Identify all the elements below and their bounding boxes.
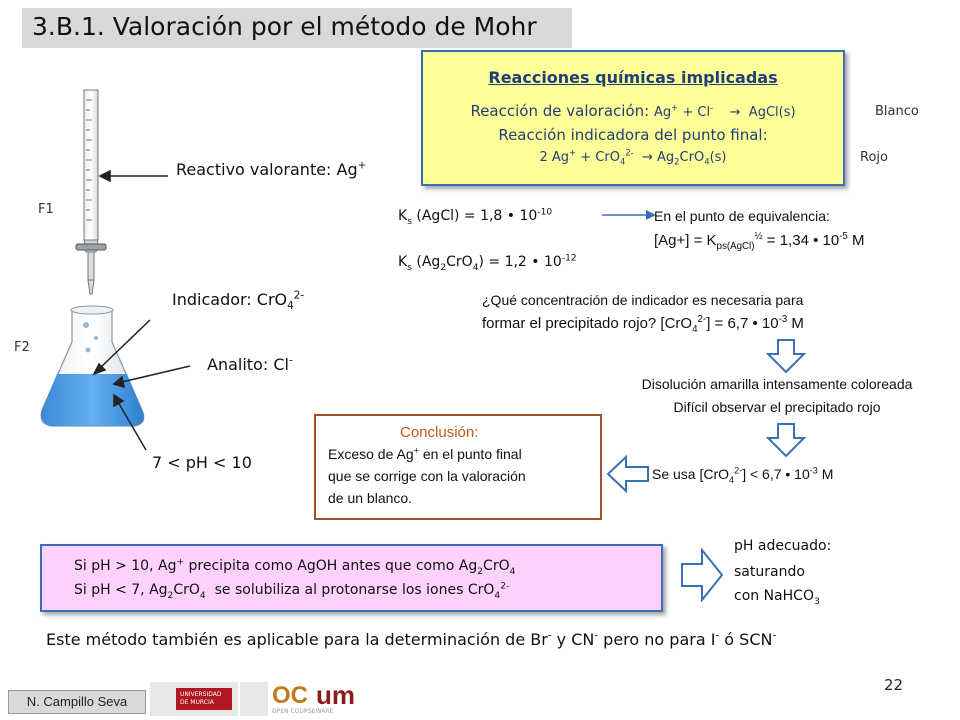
- university-logo-text: UNIVERSIDAD DE MURCIA: [180, 691, 222, 706]
- ph-line1: Si pH > 10, Ag+ precipita como AgOH antes que como $Ag_2CrO_4$: [74, 557, 516, 577]
- reactivo-valorante-label: Reactivo valorante: Ag+: [176, 159, 367, 179]
- reactions-box: [421, 50, 845, 186]
- indicadora-equation: 2 $Ag^+ + CrO_4^{2-} \to Ag_2CrO_4(s)$: [539, 147, 727, 167]
- disolucion-line1: Disolución amarilla intensamente coloreada: [641, 376, 913, 392]
- page-title: 3.B.1. Valoración por el método de Mohr: [32, 12, 537, 41]
- ph-adecuado-line2: saturando: [734, 564, 805, 580]
- valoracion-line: [423, 102, 843, 120]
- conclusion-line1: Exceso de Ag+ en el punto final: [328, 445, 522, 462]
- f2-label: F2: [14, 340, 30, 355]
- valoracion-equation: Ag+ + Cl- → AgCl(s): [653, 102, 796, 120]
- conclusion-heading: Conclusión:: [400, 424, 479, 441]
- author-label: N. Campillo Seva: [8, 690, 146, 714]
- left-arrow: [606, 455, 650, 493]
- indicadora-label: Reacción indicadora del punto final:: [498, 126, 768, 144]
- equivalence-line2: $[Ag+] = K_{ps(AgCl)}^{\frac{1}{2}} = 1,34$ • $10^{-5}$ M: [654, 231, 865, 252]
- rojo-label: Rojo: [860, 150, 888, 165]
- bottom-note: Este método también es aplicable para la determinación de Br- y CN- pero no para I- ó SCN-: [46, 629, 777, 649]
- disolucion-line2: Difícil observar el precipitado rojo: [673, 399, 881, 415]
- ks-ag2cro4: $K_s$ $(Ag_2CrO_4) = 1,2$ • $10^{-12}$: [398, 253, 577, 273]
- analito-label: Analito: Cl-: [207, 354, 293, 374]
- ph-adecuado-line3: con NaHCO$_3$: [734, 588, 820, 607]
- ph-line2: Si pH < 7, $Ag_2CrO_4$ se solubiliza al protonarse los iones CrO$_4^{2-}$: [74, 581, 510, 601]
- reactions-heading: Reacciones químicas implicadas: [488, 68, 778, 87]
- blanco-label: Blanco: [875, 104, 919, 119]
- um-logo: um: [316, 680, 355, 710]
- page-number: 22: [884, 676, 904, 694]
- burette: [76, 90, 106, 294]
- down-arrow-2: [766, 422, 806, 458]
- pregunta-line2: formar el precipitado rojo? [CrO$_4^{2-}$] = 6,7 • $10^{-3}$ M: [482, 314, 804, 335]
- down-arrow-1: [766, 338, 806, 374]
- arrow-to-equivalence: [600, 205, 660, 225]
- pregunta-line1: ¿Qué concentración de indicador es necesaria para: [482, 292, 804, 308]
- ph-range-label: 7 < pH < 10: [152, 453, 252, 472]
- conclusion-line3: de un blanco.: [328, 490, 413, 506]
- ocw-logo: OC: [272, 682, 308, 709]
- equivalence-line1: En el punto de equivalencia:: [654, 208, 830, 224]
- indicador-label: Indicador: CrO$_4^{2-}$: [172, 289, 305, 313]
- erlenmeyer-flask: [41, 306, 144, 426]
- ph-conditions-box: [40, 544, 663, 612]
- f1-label: F1: [38, 202, 54, 217]
- footer-gray-block: [240, 682, 268, 716]
- se-usa-line: Se usa [CrO$_4^{2-}$] < 6,7 • $10^{-3}$ M: [652, 465, 834, 485]
- ocw-logo-text: OPEN COURSEWARE: [272, 708, 334, 715]
- conclusion-box: [314, 414, 602, 520]
- ph-adecuado-line1: pH adecuado:: [734, 538, 832, 554]
- valoracion-label: Reacción de valoración:: [470, 102, 650, 120]
- right-arrow: [680, 548, 724, 602]
- conclusion-line2: que se corrige con la valoración: [328, 468, 526, 484]
- ks-agcl: $K_s$ (AgCl) = 1,8 • $10^{-10}$: [398, 207, 553, 227]
